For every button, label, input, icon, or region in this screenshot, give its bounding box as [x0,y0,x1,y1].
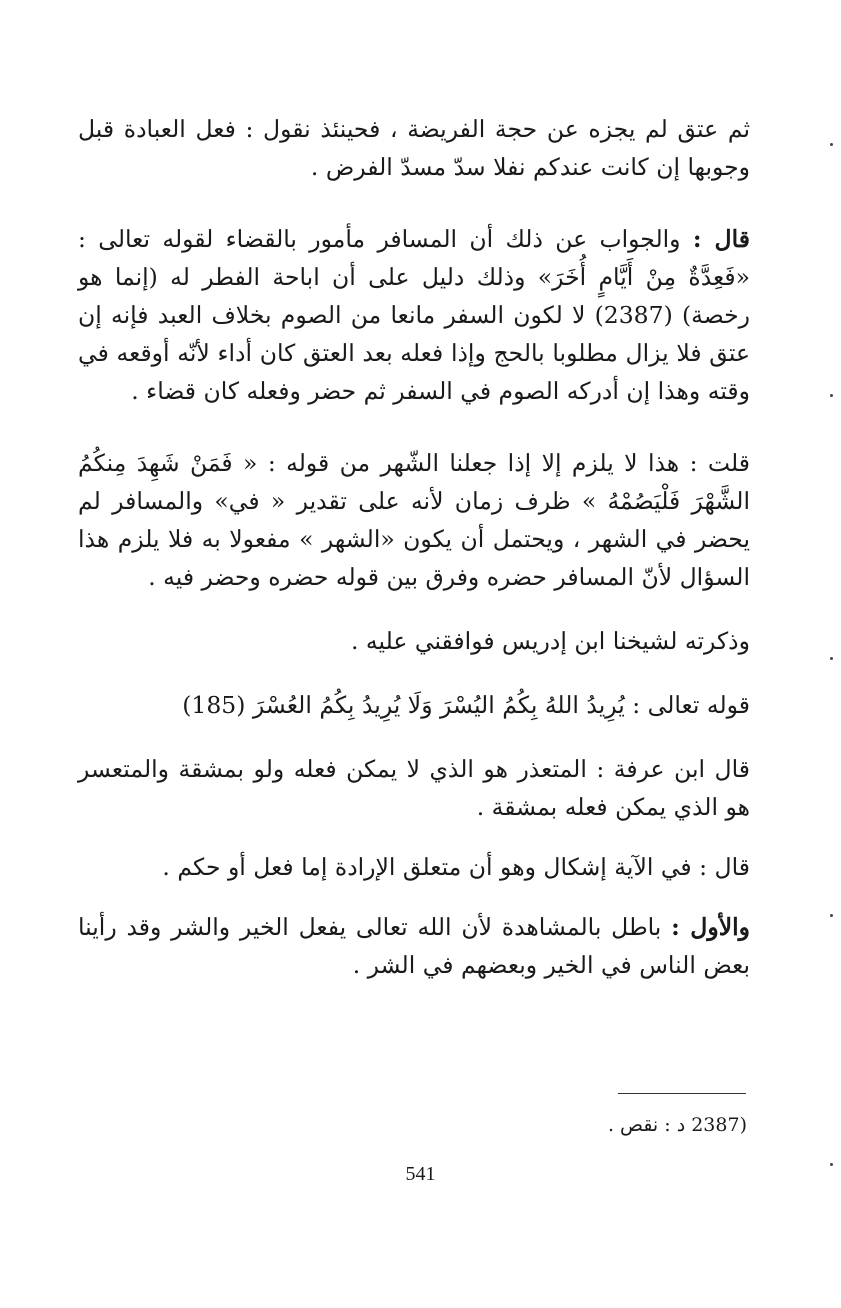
footnote: (2387 د : نقص . [607,1114,747,1136]
margin-dot-3 [830,657,833,660]
margin-dot-1 [830,143,833,146]
paragraph-8-lead: والأول : [671,913,751,941]
paragraph-1 [78,110,750,186]
paragraph-8-text: باطل بالمشاهدة لأن الله تعالى يفعل الخير والشر وقد رأينا بعض الناس في الخير وبعضهم في الشر . [78,913,750,979]
page-body [78,110,750,984]
paragraph-3 [78,444,750,596]
paragraph-7-text: قال : في الآية إشكال وهو أن متعلق الإرادة إما فعل أو حكم . [162,853,750,881]
paragraph-5 [78,686,750,724]
paragraph-6-text: قال ابن عرفة : المتعذر هو الذي لا يمكن فعله ولو بمشقة والمتعسر هو الذي يمكن فعله بمشقة . [78,755,750,821]
paragraph-1-text: ثم عتق لم يجزه عن حجة الفريضة ، فحينئذ نقول : فعل العبادة قبل وجوبها إن كانت عندكم نفلا سدّ مسدّ الفرض . [78,115,750,181]
paragraph-3-text: قلت : هذا لا يلزم إلا إذا جعلنا الشّهر من قوله : « فَمَنْ شَهِدَ مِنكُمُ الشَّهْرَ فَلْيَصُمْهُ » ظرف زمان لأنه على تقدير « في» والمسافر لم يحضر في الشهر ، ويحتمل أن يكون «الشهر » مفعولا به فلا يلزم هذا السؤال لأنّ المسافر حضره وفرق بين قوله حضره وحضر فيه . [78,449,750,591]
paragraph-2-text: والجواب عن ذلك أن المسافر مأمور بالقضاء لقوله تعالى : «فَعِدَّةٌ مِنْ أَيَّامٍ أُخَرَ» وذلك دليل على أن اباحة الفطر له (إنما هو رخصة) (2387) لا لكون السفر مانعا من الصوم بخلاف العبد فإنه إن عتق فلا يزال مطلوبا بالحج وإذا فعله بعد العتق كان أداء لأنّه أوقعه في وقته وهذا إن أدركه الصوم في السفر ثم حضر وفعله كان قضاء . [78,225,750,405]
paragraph-4-text: وذكرته لشيخنا ابن إدريس فوافقني عليه . [350,627,750,655]
paragraph-7 [78,848,750,886]
paragraph-8 [78,908,750,984]
footnote-divider [618,1093,746,1094]
paragraph-2 [78,220,750,410]
margin-dot-4 [830,914,833,917]
page-number: 541 [405,1163,436,1185]
margin-dot-5 [830,1163,833,1166]
margin-dot-2 [830,394,833,397]
paragraph-6 [78,750,750,826]
paragraph-2-lead: قال : [692,225,750,253]
paragraph-4 [78,622,750,660]
paragraph-5-text: قوله تعالى : يُرِيدُ اللهُ بِكُمُ اليُسْرَ وَلَا يُرِيدُ بِكُمُ العُسْرَ (185) [182,691,750,719]
